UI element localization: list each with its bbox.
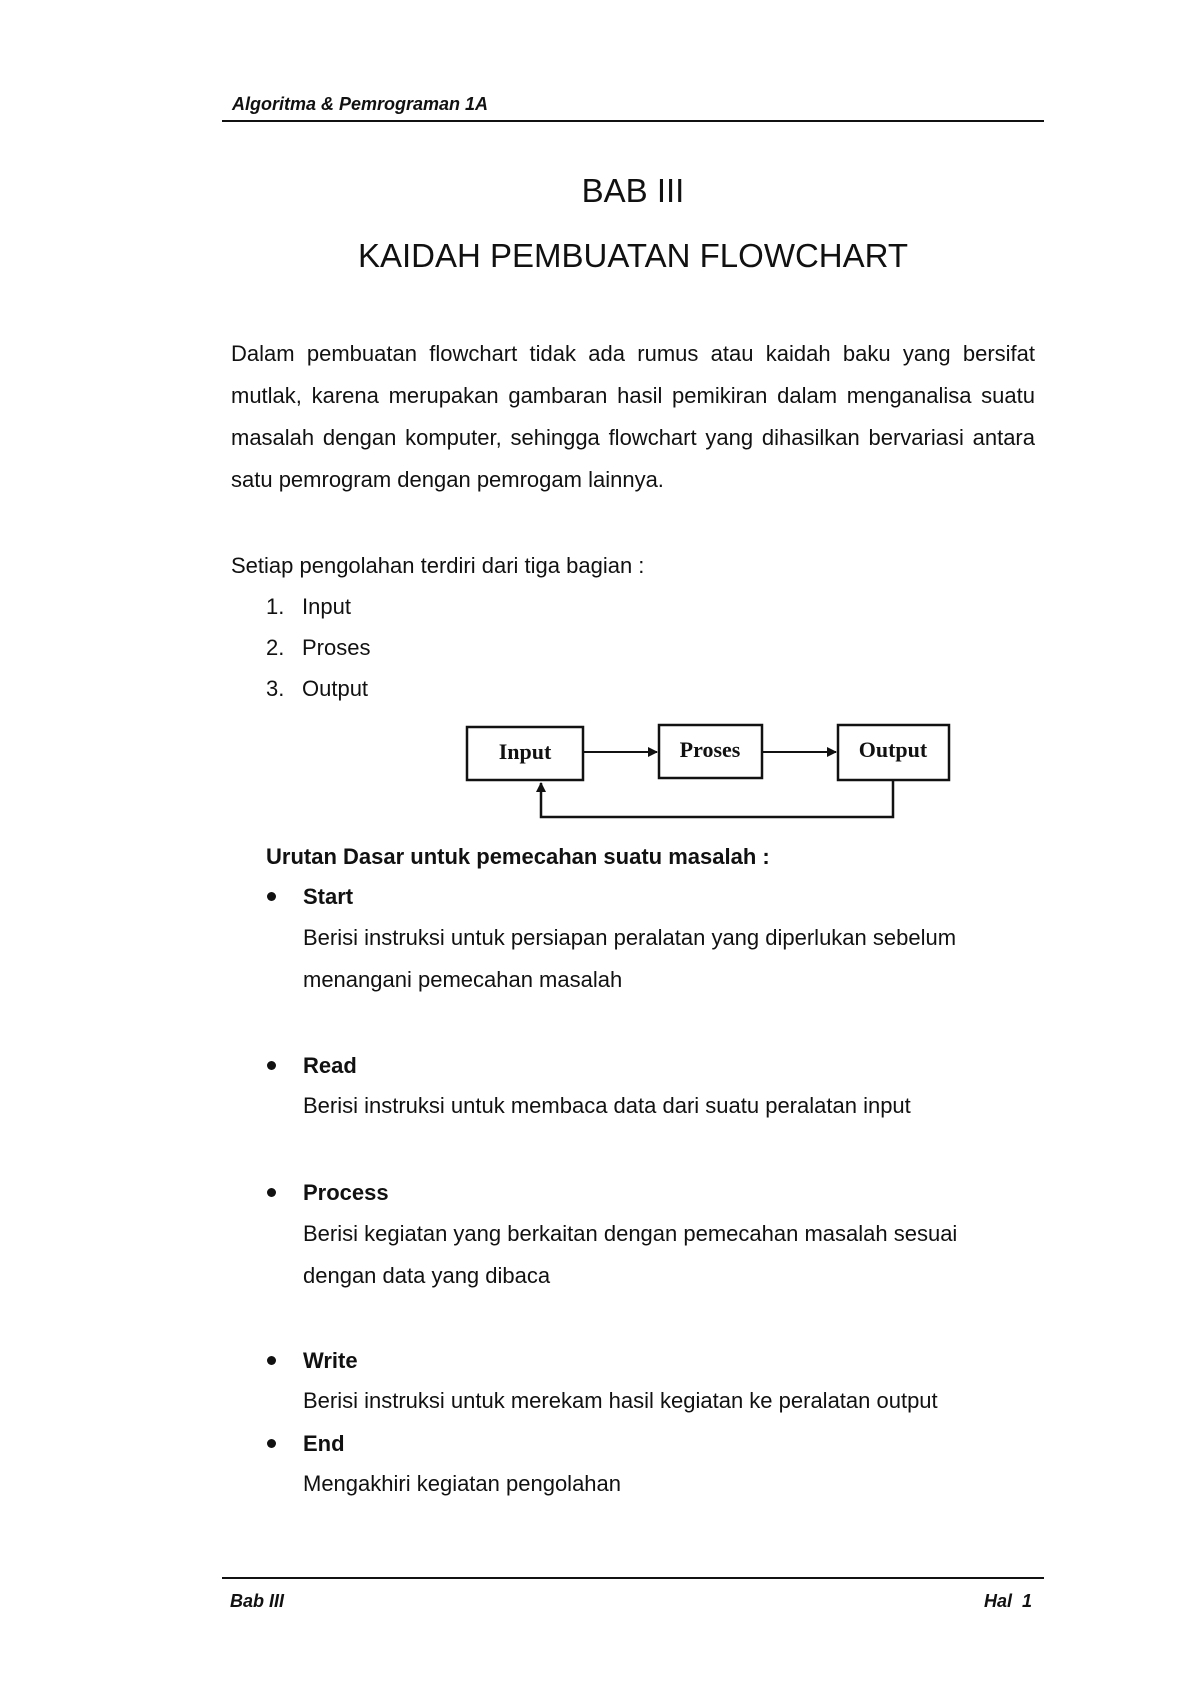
bullet-icon — [267, 1439, 276, 1448]
proses-box-label: Proses — [679, 737, 741, 762]
chapter-number: BAB III — [581, 172, 685, 209]
step-number: 3. — [266, 676, 285, 701]
step-label: Proses — [302, 635, 371, 660]
bullet-icon — [267, 1061, 276, 1070]
sequence-item-title: Process — [303, 1180, 389, 1205]
sequence-item-desc: Berisi instruksi untuk persiapan peralatan yang diperlukan sebelum menangani pemecahan masalah — [303, 925, 957, 992]
sequence-item-title: Read — [303, 1053, 357, 1078]
input-box-label: Input — [498, 739, 552, 764]
intro-paragraph: Dalam pembuatan flowchart tidak ada rumus atau kaidah baku yang bersifat mutlak, karena merupakan gambaran hasil pemikiran dalam menganalisa suatu masalah dengan komputer, sehingga flowchart yang dihasilkan bervariasi antara satu pemrogram dengan pemrogam lainnya. — [231, 341, 1035, 492]
sequence-heading: Urutan Dasar untuk pemecahan suatu masalah : — [266, 844, 770, 869]
footer-chapter: Bab III — [230, 1591, 285, 1611]
sequence-item-desc: Berisi instruksi untuk membaca data dari suatu peralatan input — [303, 1093, 911, 1118]
step-number: 1. — [266, 594, 285, 619]
steps-intro: Setiap pengolahan terdiri dari tiga bagian : — [231, 553, 645, 578]
bullet-icon — [267, 1188, 276, 1197]
step-label: Input — [302, 594, 351, 619]
page-footer — [222, 1577, 1044, 1615]
sequence-item-desc: Berisi instruksi untuk merekam hasil kegiatan ke peralatan output — [303, 1388, 938, 1413]
step-label: Output — [302, 676, 369, 701]
sequence-item-title: End — [303, 1431, 345, 1456]
sequence-item-title: Write — [303, 1348, 358, 1373]
output-box-label: Output — [858, 737, 928, 762]
step-number: 2. — [266, 635, 285, 660]
feedback-arrow — [541, 780, 893, 817]
sequence-item-desc: Berisi kegiatan yang berkaitan dengan pemecahan masalah sesuai dengan data yang dibaca — [303, 1221, 958, 1288]
chapter-title: KAIDAH PEMBUATAN FLOWCHART — [357, 237, 909, 274]
process-diagram — [0, 0, 1200, 840]
page-number: Hal 1 — [983, 1591, 1032, 1611]
sequence-item-desc: Mengakhiri kegiatan pengolahan — [303, 1471, 622, 1496]
bullet-icon — [267, 892, 276, 901]
header-title: Algoritma & Pemrograman 1A — [232, 94, 489, 114]
sequence-item-title: Start — [303, 884, 354, 909]
bullet-icon — [267, 1356, 276, 1365]
